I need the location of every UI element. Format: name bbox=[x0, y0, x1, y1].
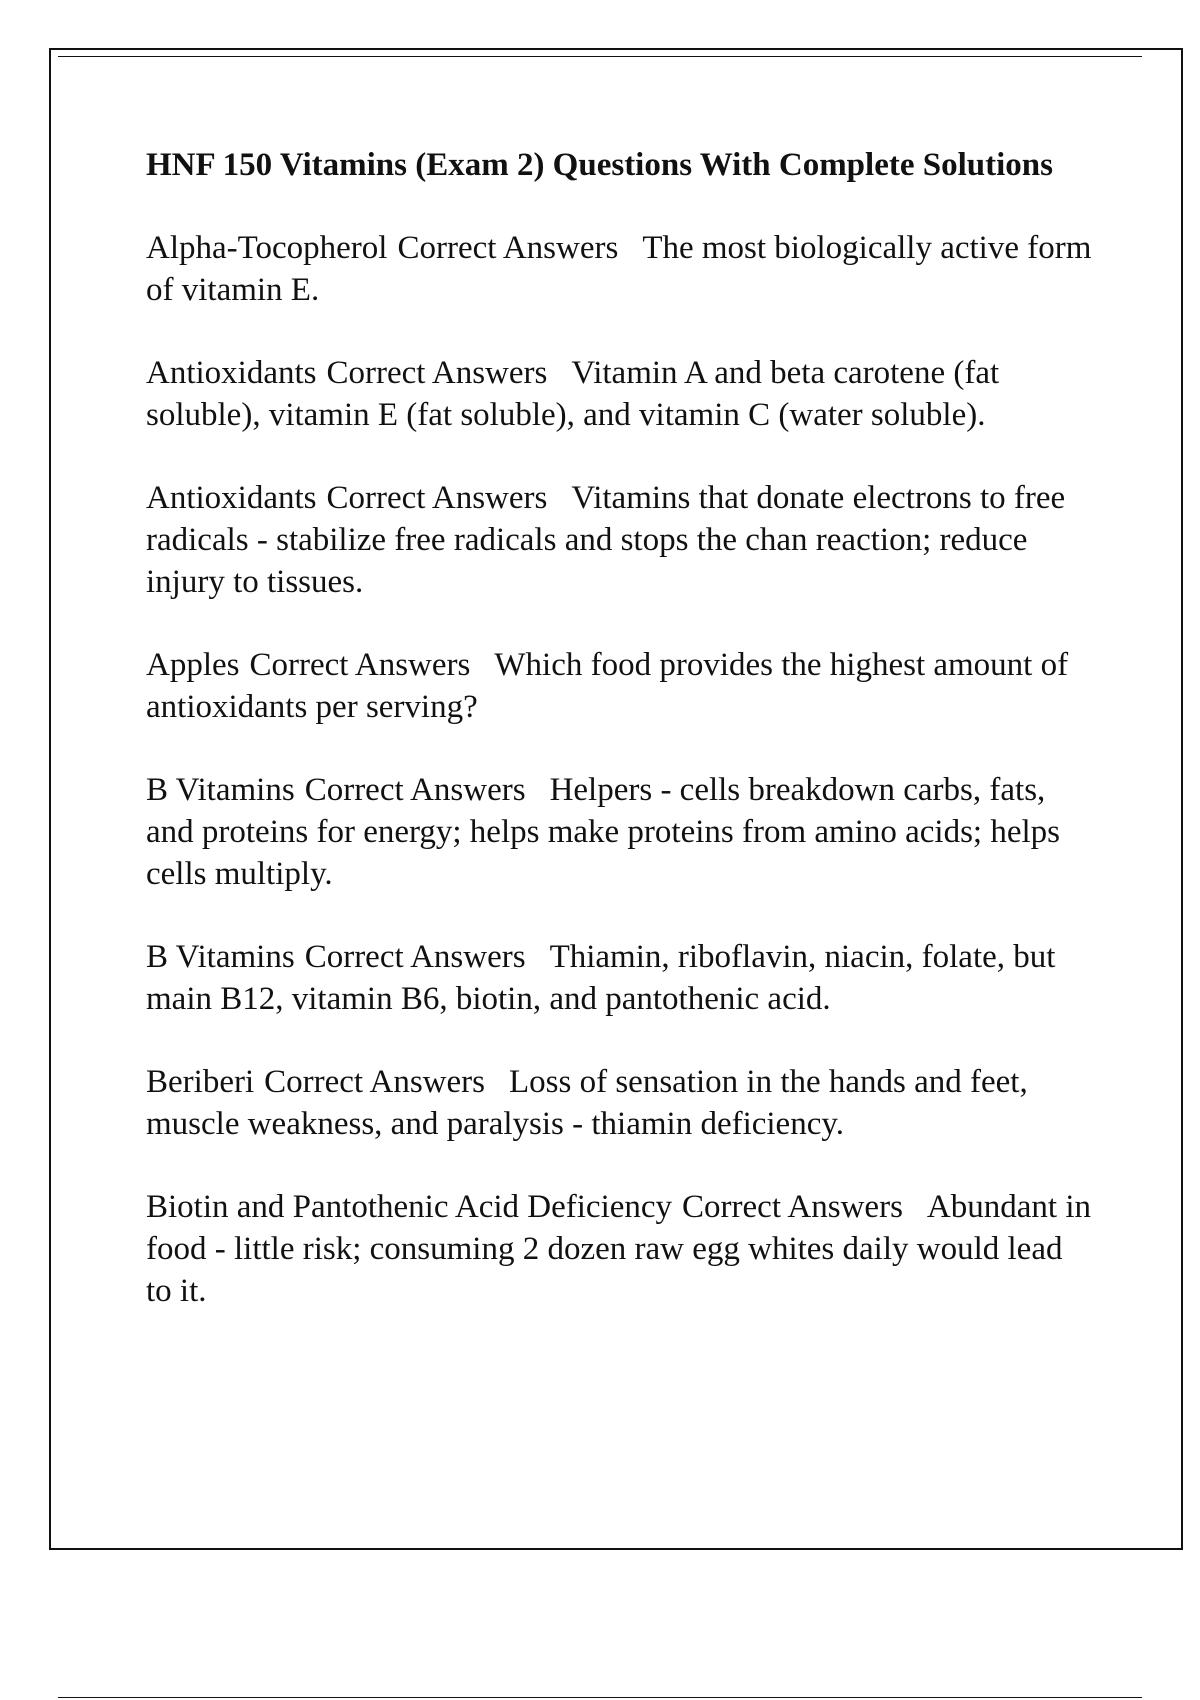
answer-marker: Correct Answers bbox=[304, 939, 526, 975]
answer-marker: Correct Answers bbox=[682, 1189, 903, 1225]
answer-marker: Correct Answers bbox=[326, 480, 548, 516]
entry-definition: Which food provides the highest amount of antioxidants per serving? bbox=[146, 647, 1069, 725]
entry-term: B Vitamins bbox=[146, 772, 295, 808]
qa-entry bbox=[146, 936, 1096, 1020]
footer-rule bbox=[58, 1697, 1142, 1698]
entry-definition: Helpers - cells breakdown carbs, fats, and proteins for energy; helps make proteins from amino acids; helps cells multiply. bbox=[146, 772, 1060, 892]
answer-marker: Correct Answers bbox=[397, 230, 619, 266]
qa-entry bbox=[146, 644, 1096, 728]
document-title: HNF 150 Vitamins (Exam 2) Questions With Complete Solutions bbox=[146, 147, 1053, 183]
qa-entry bbox=[146, 227, 1096, 311]
entry-definition: Vitamin A and beta carotene (fat soluble), vitamin E (fat soluble), and vitamin C (water soluble). bbox=[146, 355, 1000, 433]
header-rule bbox=[58, 56, 1142, 57]
answer-marker: Correct Answers bbox=[264, 1064, 485, 1100]
qa-entry bbox=[146, 769, 1096, 895]
qa-entry bbox=[146, 352, 1096, 436]
entry-term: Antioxidants bbox=[146, 480, 317, 516]
answer-marker: Correct Answers bbox=[304, 772, 526, 808]
entry-definition: Loss of sensation in the hands and feet, muscle weakness, and paralysis - thiamin deficiency. bbox=[146, 1064, 1028, 1142]
entry-term: Antioxidants bbox=[146, 355, 317, 391]
answer-marker: Correct Answers bbox=[326, 355, 548, 391]
entry-term: Beriberi bbox=[146, 1064, 255, 1100]
qa-entry bbox=[146, 1061, 1096, 1145]
entry-definition: Thiamin, riboflavin, niacin, folate, but main B12, vitamin B6, biotin, and pantothenic acid. bbox=[146, 939, 1056, 1017]
entry-term: Apples bbox=[146, 647, 240, 683]
document-body bbox=[146, 144, 1096, 1353]
entry-term: Biotin and Pantothenic Acid Deficiency bbox=[146, 1189, 673, 1225]
entry-term: B Vitamins bbox=[146, 939, 295, 975]
entry-definition: The most biologically active form of vitamin E. bbox=[146, 230, 1092, 308]
entry-term: Alpha-Tocopherol bbox=[146, 230, 388, 266]
entry-definition: Abundant in food - little risk; consuming 2 dozen raw egg whites daily would lead to it. bbox=[146, 1189, 1091, 1309]
qa-entry bbox=[146, 1186, 1096, 1312]
entry-definition: Vitamins that donate electrons to free radicals - stabilize free radicals and stops the chan reaction; reduce injury to tissues. bbox=[146, 480, 1066, 600]
answer-marker: Correct Answers bbox=[249, 647, 471, 683]
qa-entry bbox=[146, 477, 1096, 603]
